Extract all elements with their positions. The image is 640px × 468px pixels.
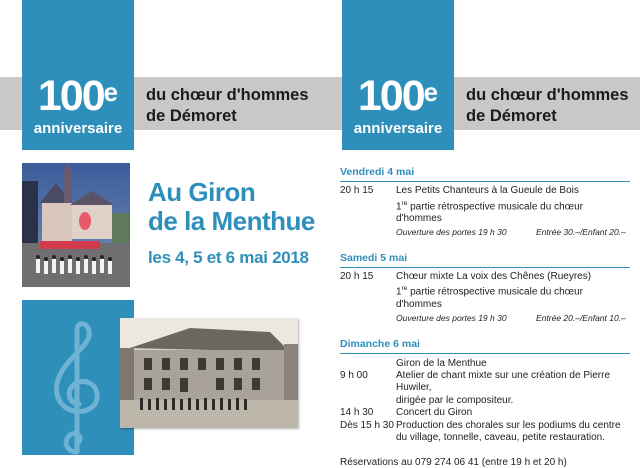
anniversary-label: anniversaire [33, 120, 123, 137]
music-block [22, 300, 134, 455]
schedule-row: du village, tonnelle, caveau, petite restauration. [396, 432, 606, 444]
left-panel [0, 0, 320, 455]
schedule-saturday [340, 251, 630, 325]
schedule-row: dirigée par le compositeur. [396, 394, 514, 406]
schedule-row: 20 h 15 Chœur mixte La voix des Chênes (Rueyres) [340, 270, 592, 282]
schedule-row: Dès 15 h 30 Production des chorales sur les podiums du centre [340, 419, 621, 431]
choir-title: du chœur d'hommes de Démoret [146, 86, 309, 125]
schedule-note: Ouverture des portes 19 h 30 Entrée 20.–/Enfant 10.– [396, 312, 626, 323]
anniversary-number: 100e [37, 72, 119, 120]
reservation-info: Réservations au 079 274 06 41 (entre 19 h et 20 h) [340, 456, 567, 468]
sunday-subtitle: Giron de la Menthue [396, 357, 487, 369]
anniversary-badge [342, 0, 454, 150]
choir-title: du chœur d'hommes de Démoret [466, 86, 629, 125]
schedule-friday [340, 165, 630, 239]
schedule-sunday [340, 337, 630, 445]
schedule [340, 165, 630, 468]
anniversary-label: anniversaire [353, 120, 443, 137]
schedule-note: Ouverture des portes 19 h 30 Entrée 30.–/Enfant 20.– [396, 226, 626, 237]
right-panel [320, 0, 640, 468]
day-heading: Vendredi 4 mai [340, 165, 630, 182]
day-heading: Dimanche 6 mai [340, 337, 630, 354]
treble-clef-icon [47, 322, 107, 462]
schedule-row: 14 h 30 Concert du Giron [340, 407, 473, 419]
schedule-row: 1re partie rétrospective musicale du chœur d'hommes [396, 285, 583, 311]
day-heading: Samedi 5 mai [340, 251, 630, 268]
anniversary-number: 100e [357, 72, 439, 120]
vintage-photo [120, 318, 298, 428]
church-photo [22, 163, 130, 287]
event-dates: les 4, 5 et 6 mai 2018 [148, 248, 309, 267]
giron-title: Au Giron de la Menthue [148, 177, 315, 236]
schedule-row: 1re partie rétrospective musicale du chœur d'hommes [396, 199, 583, 225]
schedule-row: 9 h 00 Atelier de chant mixte sur une création de Pierre Huwiler, [340, 369, 610, 394]
anniversary-badge [22, 0, 134, 150]
schedule-row: 20 h 15 Les Petits Chanteurs à la Gueule de Bois [340, 185, 579, 196]
